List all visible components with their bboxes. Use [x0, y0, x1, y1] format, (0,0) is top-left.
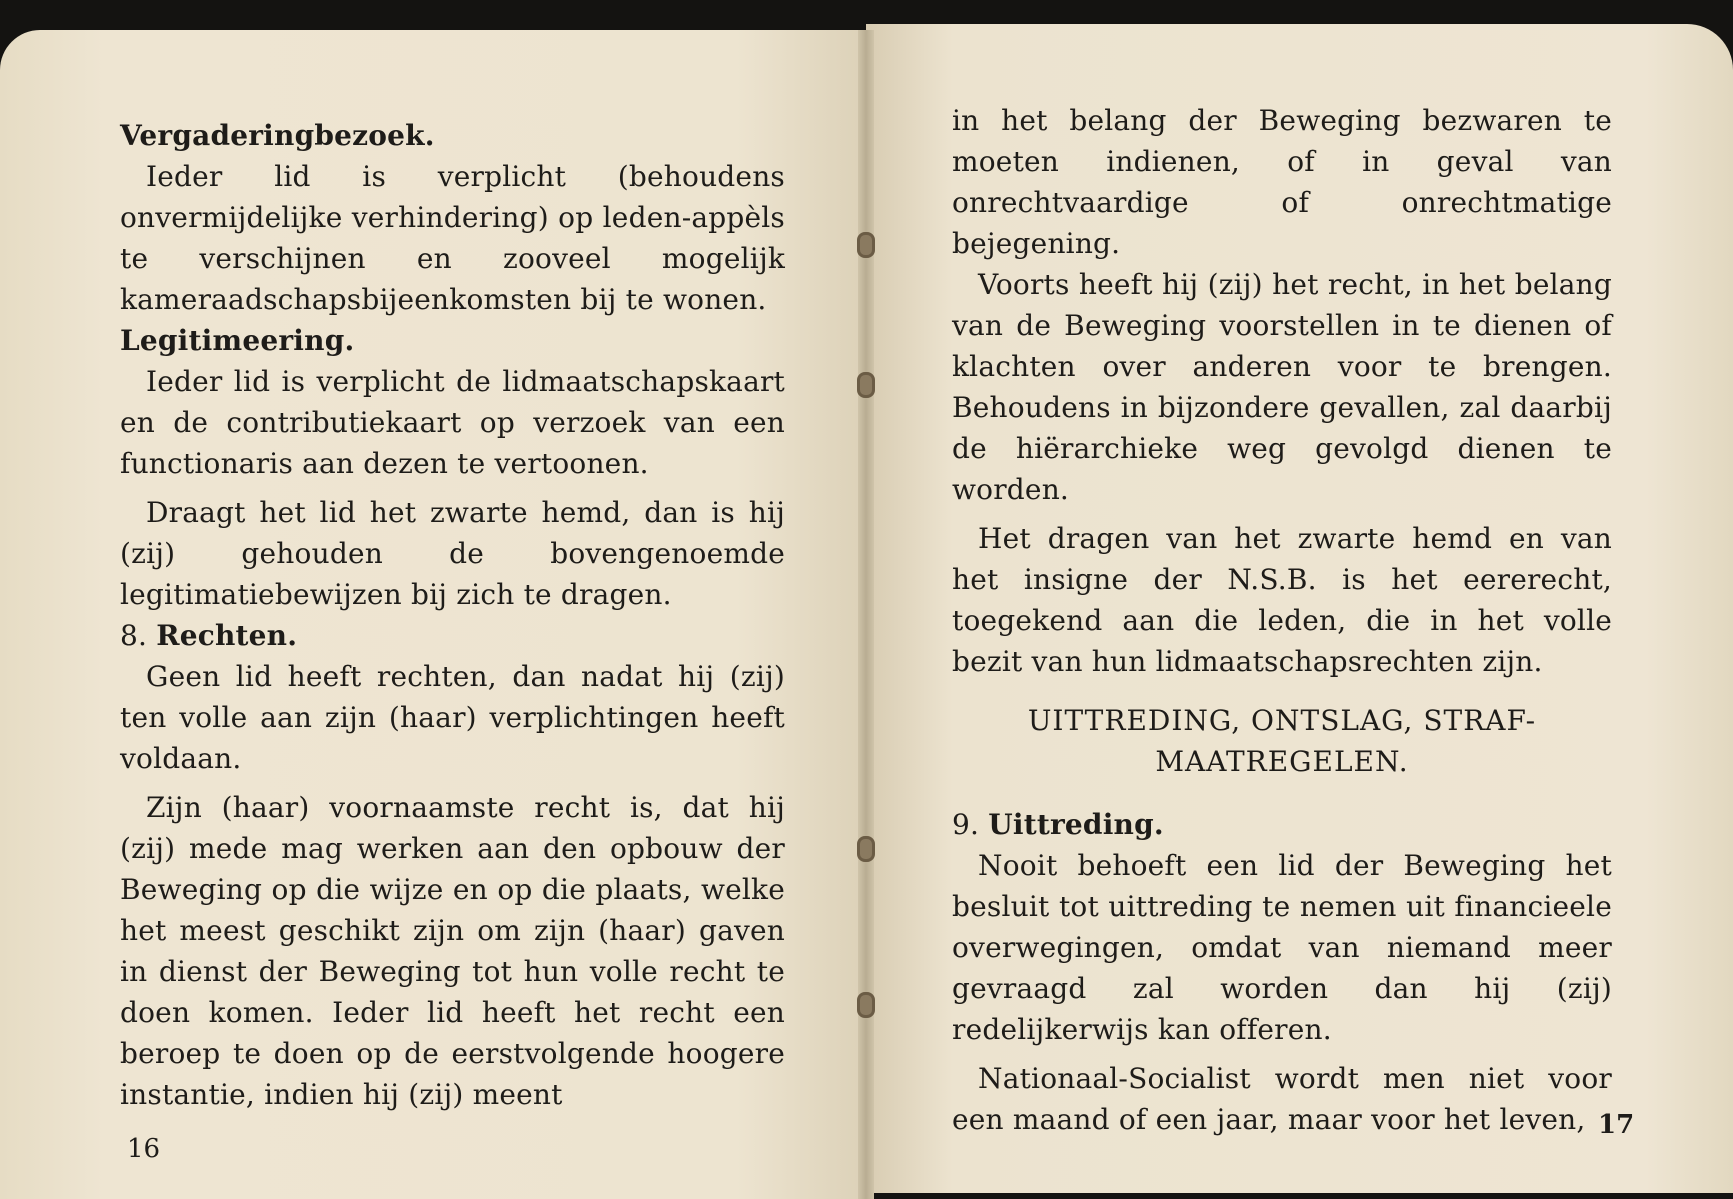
paragraph: Ieder lid is verplicht de lidmaatschapskaart en de contributiekaart op verzoek van een functionaris aan dezen te vertoonen.: [120, 365, 785, 480]
chapter-heading: [952, 700, 1612, 782]
staple-icon: [857, 232, 875, 258]
paragraph: Het dragen van het zwarte hemd en van het insigne der N.S.B. is het eererecht, toegekend aan die leden, die in het volle bezit van hun lidmaatschapsrechten zijn.: [952, 522, 1612, 678]
section-title: Uittreding.: [988, 808, 1164, 841]
paragraph: Draagt het lid het zwarte hemd, dan is hij (zij) gehouden de bovengenoemde legitimatiebewijzen bij zich te dragen.: [120, 496, 785, 611]
staple-icon: [857, 992, 875, 1018]
paragraph: Voorts heeft hij (zij) het recht, in het belang van de Beweging voorstellen in te dienen of klachten over anderen voor te brengen. Behoudens in bijzondere gevallen, zal daarbij de hiërarchieke weg gevolgd dienen te worden.: [952, 268, 1612, 506]
section-number: 9.: [952, 808, 980, 841]
page-number: 16: [127, 1134, 161, 1164]
right-page-text: [952, 100, 1612, 1140]
page-number: 17: [1598, 1110, 1635, 1140]
paragraph: Nooit behoeft een lid der Beweging het besluit tot uittreding te nemen uit financieele overwegingen, omdat van niemand meer gevraagd zal worden dan hij (zij) redelijkerwijs kan offeren.: [952, 849, 1612, 1046]
paragraph: in het belang der Beweging bezwaren te moeten indienen, of in geval van onrechtvaardige of onrechtmatige bejegening.: [952, 104, 1612, 260]
section-heading-rechten: [120, 615, 785, 656]
heading-vergaderingbezoek: Vergaderingbezoek.: [120, 119, 435, 152]
paragraph: Geen lid heeft rechten, dan nadat hij (zij) ten volle aan zijn (haar) verplichtingen heeft voldaan.: [120, 660, 785, 775]
section-number: 8.: [120, 619, 148, 652]
chapter-heading-line-2: MAATREGELEN.: [1155, 745, 1409, 778]
section-heading-uittreding: [952, 804, 1612, 845]
chapter-heading-line-1: UITTREDING, ONTSLAG, STRAF-: [1027, 704, 1537, 737]
section-title: Rechten.: [156, 619, 298, 652]
paragraph: Zijn (haar) voornaamste recht is, dat hij (zij) mede mag werken aan den opbouw der Beweging op die wijze en op die plaats, welke het meest geschikt zijn om zijn (haar) gaven in dienst der Beweging tot hun volle recht te doen komen. Ieder lid heeft het recht een beroep te doen op de eerstvolgende hoogere instantie, indien hij (zij) meent: [120, 791, 785, 1111]
heading-legitimeering: Legitimeering.: [120, 324, 355, 357]
left-page-text: [120, 115, 785, 1115]
booklet-spine: [858, 30, 874, 1199]
staple-icon: [857, 372, 875, 398]
staple-icon: [857, 836, 875, 862]
paragraph: Nationaal-Socialist wordt men niet voor een maand of een jaar, maar voor het leven,: [952, 1062, 1612, 1136]
paragraph: Ieder lid is verplicht (behoudens onvermijdelijke verhindering) op leden-appèls te verschijnen en zooveel mogelijk kameraadschapsbijeenkomsten bij te wonen.: [120, 160, 785, 316]
